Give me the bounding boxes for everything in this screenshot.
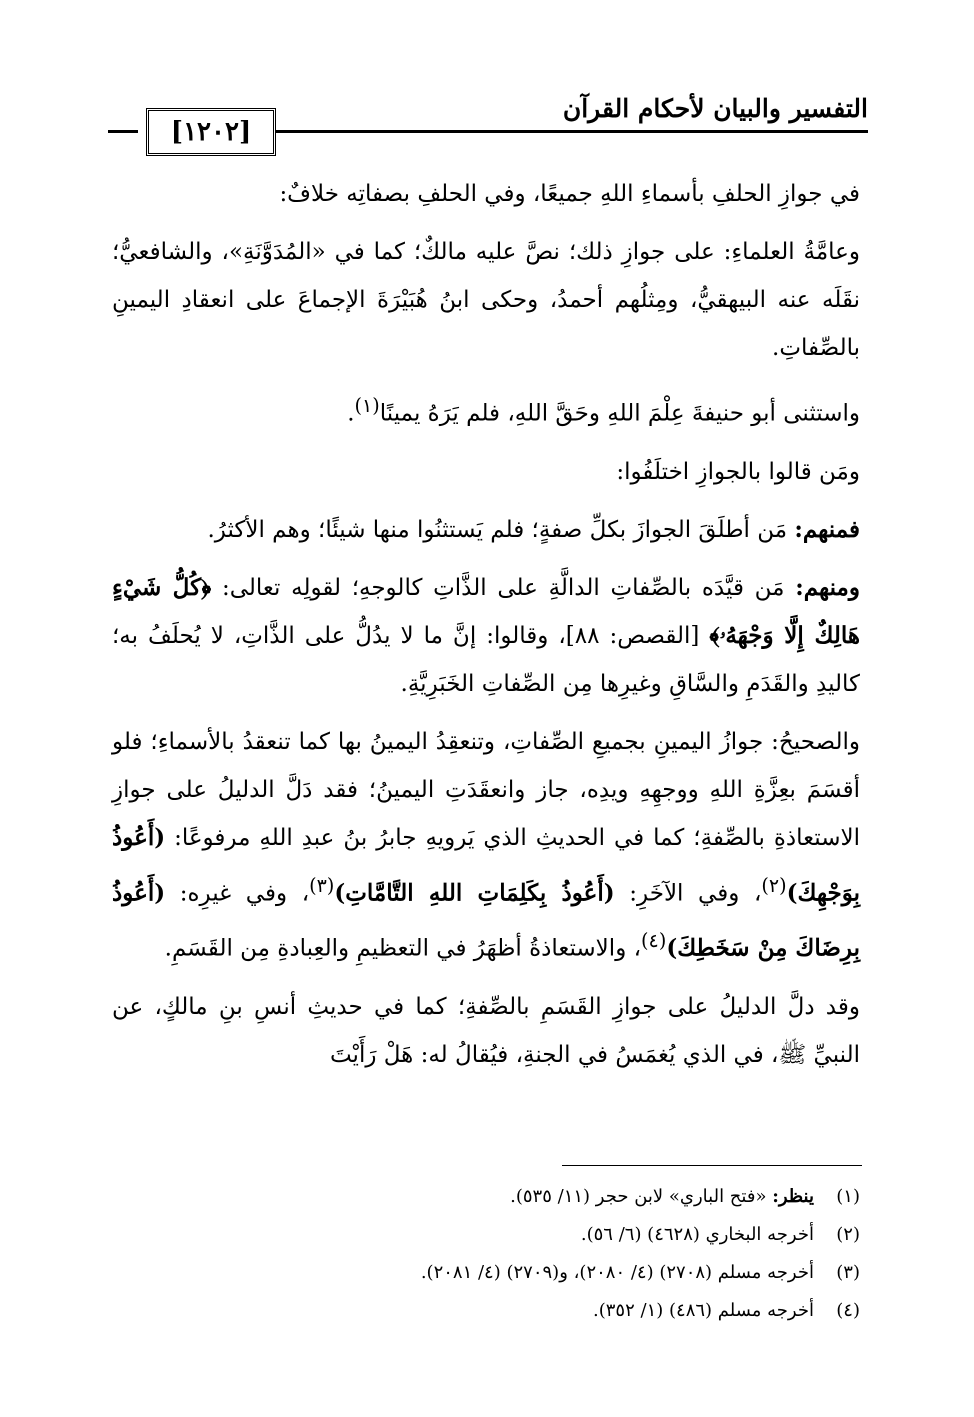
paragraph-3-text: واستثنى أبو حنيفةَ عِلْمَ اللهِ وحَقَّ اللهِ، فلم يَرَهُ يمينًا bbox=[379, 400, 860, 427]
paragraph-7-text-c: ، وفي غيرِه: bbox=[165, 880, 310, 907]
hadith-quote-2: (أَعُوذُ بِكَلِمَاتِ اللهِ التَّامَّاتِ) bbox=[334, 879, 615, 907]
paragraph-5-lead: فمنهم: bbox=[794, 515, 860, 543]
paragraph-1: في جوازِ الحلفِ بأسماءِ اللهِ جميعًا، وفي الحلفِ بصفاتِه خلافٌ: bbox=[279, 181, 860, 207]
running-title: التفسير والبيان لأحكام القرآن bbox=[562, 94, 868, 123]
footnote-4 bbox=[112, 1292, 860, 1330]
footnote-text: أخرجه مسلم (٤٨٦) (١/ ٣٥٢). bbox=[593, 1300, 814, 1321]
paragraph-5-text: مَن أطلَقَ الجوازَ بكلِّ صفةٍ؛ فلم يَستثنُوا منها شيئًا؛ وهم الأكثرُ. bbox=[207, 516, 795, 543]
paragraph-6-text-b: ، وقالوا: إنَّ ما لا يدُلُّ على الذَّاتِ، لا يُحلَفُ به؛ كاليدِ والقَدَمِ والسَّاقِ وغيرِها مِن الصِّفاتِ الخَبَرِيَّةِ. bbox=[112, 622, 860, 697]
paragraph-7-text-a: والصحيحُ: جوازُ اليمينِ بجميعِ الصِّفاتِ، وتنعقِدُ اليمينُ بها كما تنعقدُ بالأسماءِ؛ فلو أقسَمَ بعِزَّةِ اللهِ ووجهِهِ ويدِه، جاز وانعقَدَتِ اليمينُ؛ فقد دَلَّ الدليلُ على جوازِ الاستعاذةِ بالصِّفةِ؛ كما في الحديثِ الذي يَرويهِ جابرُ بنُ عبدِ اللهِ مرفوعًا: bbox=[112, 728, 860, 851]
footnote-text: أخرجه البخاري (٤٦٢٨) (٦/ ٥٦). bbox=[580, 1224, 814, 1245]
footnote-ref-4: (٤) bbox=[641, 929, 667, 953]
paragraph-4: ومَن قالوا بالجوازِ اختلَفُوا: bbox=[616, 458, 860, 485]
footnote-number: (١) bbox=[836, 1186, 860, 1207]
hadith-quote-1: (أَعُوذُ بِوَجْهِكَ) bbox=[112, 823, 861, 907]
page-header bbox=[108, 92, 868, 162]
paragraph-3-end: . bbox=[347, 400, 355, 427]
main-text bbox=[112, 170, 860, 1089]
footnotes bbox=[112, 1178, 860, 1330]
verse-reference: [القصص: ٨٨] bbox=[565, 622, 710, 649]
footnote-ref-2: (٢) bbox=[761, 873, 787, 897]
paragraph-3 bbox=[112, 382, 860, 438]
paragraph-8: وقد دلَّ الدليلُ على جوازِ القَسَمِ بالصِّفةِ؛ كما في حديثِ أنسِ بنِ مالكٍ، عن النبيِّ ﷺ، في الذي يُغمَسُ في الجنةِ، فيُقالُ له: هَلْ رَأَيْتَ bbox=[112, 993, 860, 1068]
footnote-ref-1: (١) bbox=[354, 394, 380, 417]
header-rule-end bbox=[108, 130, 138, 133]
footnote-lead: ينظر: bbox=[772, 1186, 814, 1207]
footnote-text: «فتح الباري» لابن حجر (١١/ ٥٣٥). bbox=[510, 1186, 773, 1207]
paragraph-6-text-a: مَن قيَّدَه بالصِّفاتِ الدالَّةِ على الذَّاتِ كالوجهِ؛ لقولِه تعالى: bbox=[211, 574, 796, 601]
page-number: [١٢٠٢] bbox=[146, 108, 276, 156]
footnote-3 bbox=[112, 1254, 860, 1292]
paragraph-5 bbox=[112, 506, 860, 554]
paragraph-2: وعامَّةُ العلماءِ: على جوازِ ذلك؛ نصَّ عليه مالكٌ؛ كما في «المُدَوَّنَةِ»، والشافعيُّ؛ نقَلَه عنه البيهقيُّ، ومِثلُهم أحمدُ، وحكى ابنُ هُبَيْرَةَ الإجماعَ على انعقادِ اليمينِ بالصِّفاتِ. bbox=[112, 239, 860, 361]
footnote-text: أخرجه مسلم (٢٧٠٨) (٤/ ٢٠٨٠)، و(٢٧٠٩) (٤/ ٢٠٨١). bbox=[420, 1262, 814, 1283]
paragraph-6 bbox=[112, 564, 860, 708]
footnote-ref-3: (٣) bbox=[309, 873, 335, 897]
footnote-number: (٢) bbox=[836, 1224, 860, 1245]
hadith-quote-3: (أَعُوذُ بِرِضَاكَ مِنْ سَخَطِكَ) bbox=[112, 879, 860, 962]
quran-verse: ﴿كُلُّ شَيْءٍ هَالِكٌ إِلَّا وَجْهَهُۥ﴾ bbox=[112, 573, 861, 649]
paragraph-7 bbox=[112, 718, 860, 973]
footnote-separator bbox=[562, 1165, 862, 1166]
paragraph-7-text-b: ، وفي الآخَرِ: bbox=[614, 880, 762, 907]
footnote-number: (٤) bbox=[836, 1300, 860, 1321]
paragraph-6-lead: ومنهم: bbox=[795, 573, 860, 601]
footnote-2 bbox=[112, 1216, 860, 1254]
footnote-number: (٣) bbox=[836, 1262, 860, 1283]
footnote-1 bbox=[112, 1178, 860, 1216]
paragraph-7-text-d: ، والاستعاذةُ أظهَرُ في التعظيمِ والعِبادةِ مِن القَسَمِ. bbox=[164, 935, 642, 962]
